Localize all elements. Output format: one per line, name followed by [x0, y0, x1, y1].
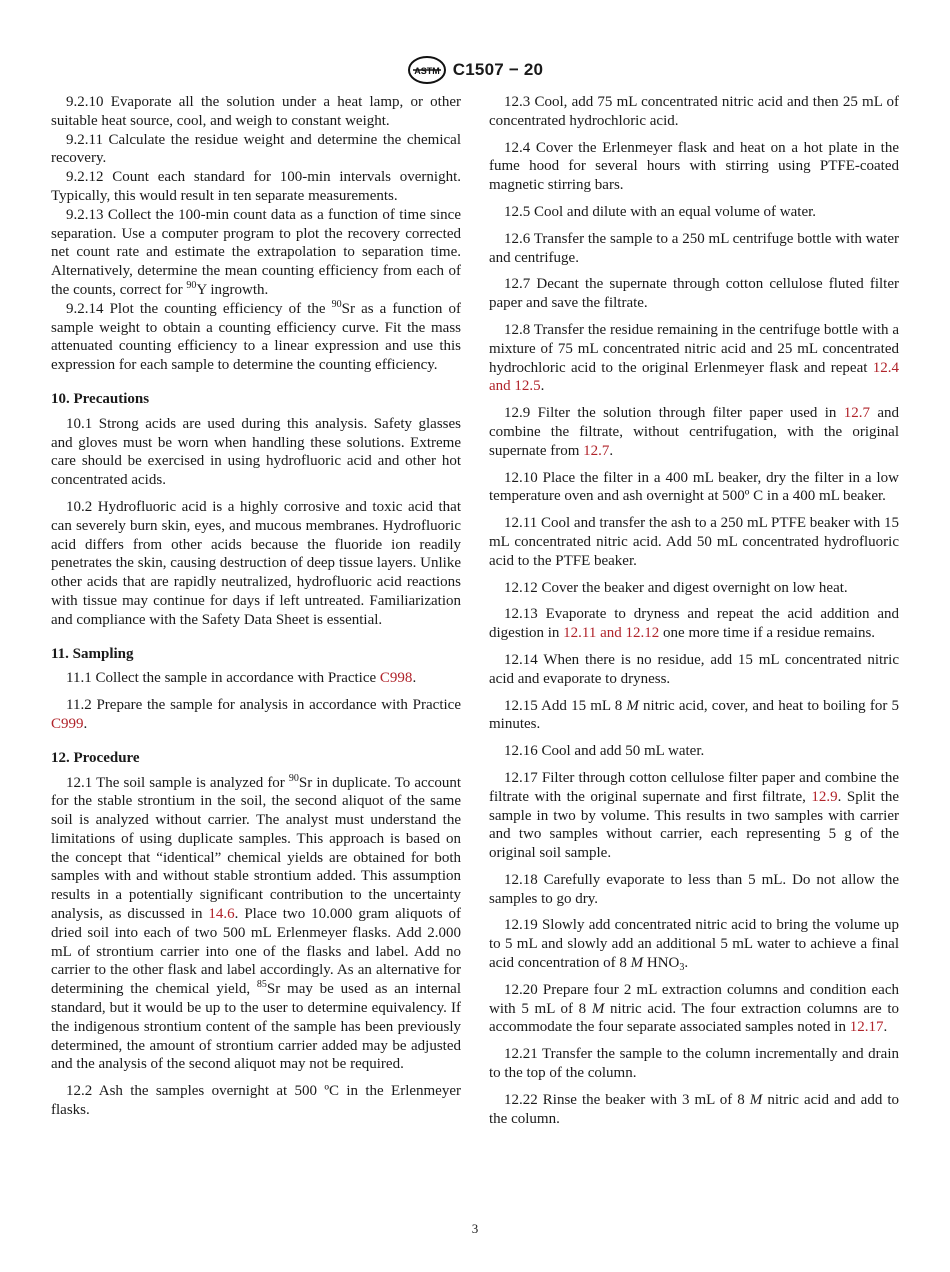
- para-12-20: 12.20 Prepare four 2 mL extraction columns and condition each with 5 mL of 8 M nitric acid. The four extraction columns are to accommodate the four separate associated samples noted in 12.17.: [489, 981, 899, 1036]
- ref-14-6-link[interactable]: 14.6: [208, 906, 235, 923]
- page-header: [0, 54, 950, 86]
- para-12-3: 12.3 Cool, add 75 mL concentrated nitric acid and then 25 mL of concentrated hydrochloric acid.: [489, 94, 899, 129]
- para-9-2-11: 9.2.11 Calculate the residue weight and determine the chemical recovery.: [51, 131, 461, 167]
- heading-procedure: 12. Procedure: [51, 749, 140, 766]
- para-12-11: 12.11 Cool and transfer the ash to a 250 mL PTFE beaker with 15 mL concentrated nitric acid. Add 50 mL concentrated hydrofluoric acid to the PTFE beaker.: [489, 515, 899, 569]
- para-12-6: 12.6 Transfer the sample to a 250 mL centrifuge bottle with water and centrifuge.: [489, 230, 899, 266]
- para-10-2: 10.2 Hydrofluoric acid is a highly corrosive and toxic acid that can severely burn skin, eyes, and mucous membranes. Hydrofluoric acid differs from other acids because the fluoride ion readily penetrates the skin, causing destruction of deep tissue layers. Unlike other acids that are rapidly neutralized, hydrofluoric acid reactions with tissue may continue for days if left untreated. Familiarization and compliance with the Safety Data Sheet is essential.: [51, 498, 461, 628]
- para-12-21: 12.21 Transfer the sample to the column incrementally and drain to the top of the column.: [489, 1046, 899, 1082]
- para-9-2-12: 9.2.12 Count each standard for 100-min intervals overnight. Typically, this would result in ten separate measurements.: [51, 169, 461, 204]
- left-column: [51, 93, 461, 1120]
- para-12-7: 12.7 Decant the supernate through cotton cellulose fluted filter paper and save the filtrate.: [489, 276, 899, 312]
- para-12-16: 12.16 Cool and add 50 mL water.: [504, 743, 705, 760]
- para-11-1: 11.1 Collect the sample in accordance with Practice C998.: [66, 670, 417, 687]
- ref-12-9-link[interactable]: 12.9: [811, 788, 838, 805]
- para-11-2: 11.2 Prepare the sample for analysis in accordance with Practice C999.: [51, 697, 461, 732]
- ref-12-4-link[interactable]: 12.4 and 12.5: [489, 359, 899, 395]
- para-12-19: 12.19 Slowly add concentrated nitric acid to bring the volume up to 5 mL and slowly add an additional 5 mL water to achieve a final acid concentration of 8 M $HNO_3$.: [489, 917, 899, 974]
- para-12-12: 12.12 Cover the beaker and digest overnight on low heat.: [504, 579, 848, 596]
- ref-12-7-link[interactable]: 12.7: [843, 405, 870, 422]
- heading-precautions: 10. Precautions: [51, 390, 150, 407]
- page-number: 3: [471, 1221, 479, 1236]
- heading-sampling: 11. Sampling: [51, 645, 134, 662]
- para-12-4: 12.4 Cover the Erlenmeyer flask and heat on a hot plate in the fume hood for several hours with stirring using PTFE-coated magnetic stirring bars.: [489, 139, 899, 194]
- para-12-1: 12.1 The soil sample is analyzed for $^{90}$Sr in duplicate. To account for the stable strontium in the soil, the second aliquot of the same soil is analyzed without carrier. The analyst must understand the limitations of using duplicate samples. This approach is based on the concept that “identical” chemical yields are obtained for both samples with and without stable strontium added. This assumption results in a potentially significant contribution to the uncertainty analysis, as discussed in 14.6. Place two 10.000 gram aliquots of dried soil into each of two 500 mL Erlenmeyer flasks. Add 2.000 mL of strontium carrier into one of the flasks and label. Add no carrier to the other flask and label accordingly. As an alternative for determining the chemical yield, $^{85}$Sr may be used as an internal standard, but it would be up to the user to determine equivalency. If the indigenous strontium content of the sample has been previously determined, the amount of strontium carrier added may be adjusted and the analysis of the second aliquot may not be required.: [51, 772, 462, 1073]
- para-10-1: 10.1 Strong acids are used during this analysis. Safety glasses and gloves must be worn when handling these solutions. Extreme care should be exercised in using hydrofluoric acid and other hot concentrated acids.: [51, 415, 461, 489]
- ref-12-7-link[interactable]: 12.7: [583, 442, 610, 459]
- para-12-2: 12.2 Ash the samples overnight at 500 ºC in the Erlenmeyer flasks.: [51, 1083, 461, 1119]
- ref-c998-link[interactable]: C998: [379, 670, 413, 687]
- para-12-14: 12.14 When there is no residue, add 15 mL concentrated nitric acid and evaporate to dryness.: [489, 651, 899, 687]
- document-id: C1507 − 20: [452, 60, 544, 79]
- ref-12-11-link[interactable]: 12.11 and 12.12: [563, 625, 660, 642]
- para-12-13: 12.13 Evaporate to dryness and repeat the acid addition and digestion in 12.11 and 12.12 one more time if a residue remains.: [489, 606, 899, 642]
- astm-logo-text: ASTM: [414, 66, 440, 76]
- ref-12-17-link[interactable]: 12.17: [849, 1019, 884, 1036]
- para-9-2-14: 9.2.14 Plot the counting efficiency of the $^{90}$Sr as a function of sample weight to obtain a counting efficiency curve. Fit the mass attenuated counting efficiency to a linear expression and use this expression for each sample to determine the counting efficiency.: [51, 298, 461, 374]
- para-12-15: 12.15 Add 15 mL 8 M nitric acid, cover, and heat to boiling for 5 minutes.: [489, 697, 899, 733]
- para-12-22: 12.22 Rinse the beaker with 3 mL of 8 M nitric acid and add to the column.: [489, 1091, 899, 1127]
- para-12-17: 12.17 Filter through cotton cellulose filter paper and combine the filtrate with the original supernate and first filtrate, 12.9. Split the sample in two by volume. This results in two samples with carrier and two samples without carrier, each representing 5 g of the original soil sample.: [489, 769, 899, 862]
- para-12-5: 12.5 Cool and dilute with an equal volume of water.: [504, 203, 817, 220]
- para-9-2-13: 9.2.13 Collect the 100-min count data as a function of time since separation. Use a computer program to plot the recovery corrected net count rate and estimate the extrapolation to separation time. Alternatively, determine the mean counting efficiency from each of the counts, correct for $^{90}$Y ingrowth.: [51, 206, 461, 298]
- para-12-18: 12.18 Carefully evaporate to less than 5 mL. Do not allow the samples to go dry.: [489, 871, 899, 907]
- right-column: [489, 93, 899, 1128]
- para-12-8: 12.8 Transfer the residue remaining in the centrifuge bottle with a mixture of 75 mL concentrated nitric acid and 25 mL concentrated hydrochloric acid to the original Erlenmeyer flask and repeat 12.4 and 12.5.: [489, 321, 899, 395]
- astm-logo-icon: [407, 55, 447, 85]
- para-9-2-10: 9.2.10 Evaporate all the solution under a heat lamp, or other suitable heat source, cool, and weigh to constant weight.: [51, 94, 461, 129]
- para-12-9: 12.9 Filter the solution through filter paper used in 12.7 and combine the filtrate, without centrifugation, with the original supernate from 12.7.: [489, 405, 899, 459]
- ref-c999-link[interactable]: C999: [51, 715, 84, 732]
- para-12-10: 12.10 Place the filter in a 400 mL beaker, dry the filter in a low temperature oven and ash overnight at 500º C in a 400 mL beaker.: [489, 469, 899, 505]
